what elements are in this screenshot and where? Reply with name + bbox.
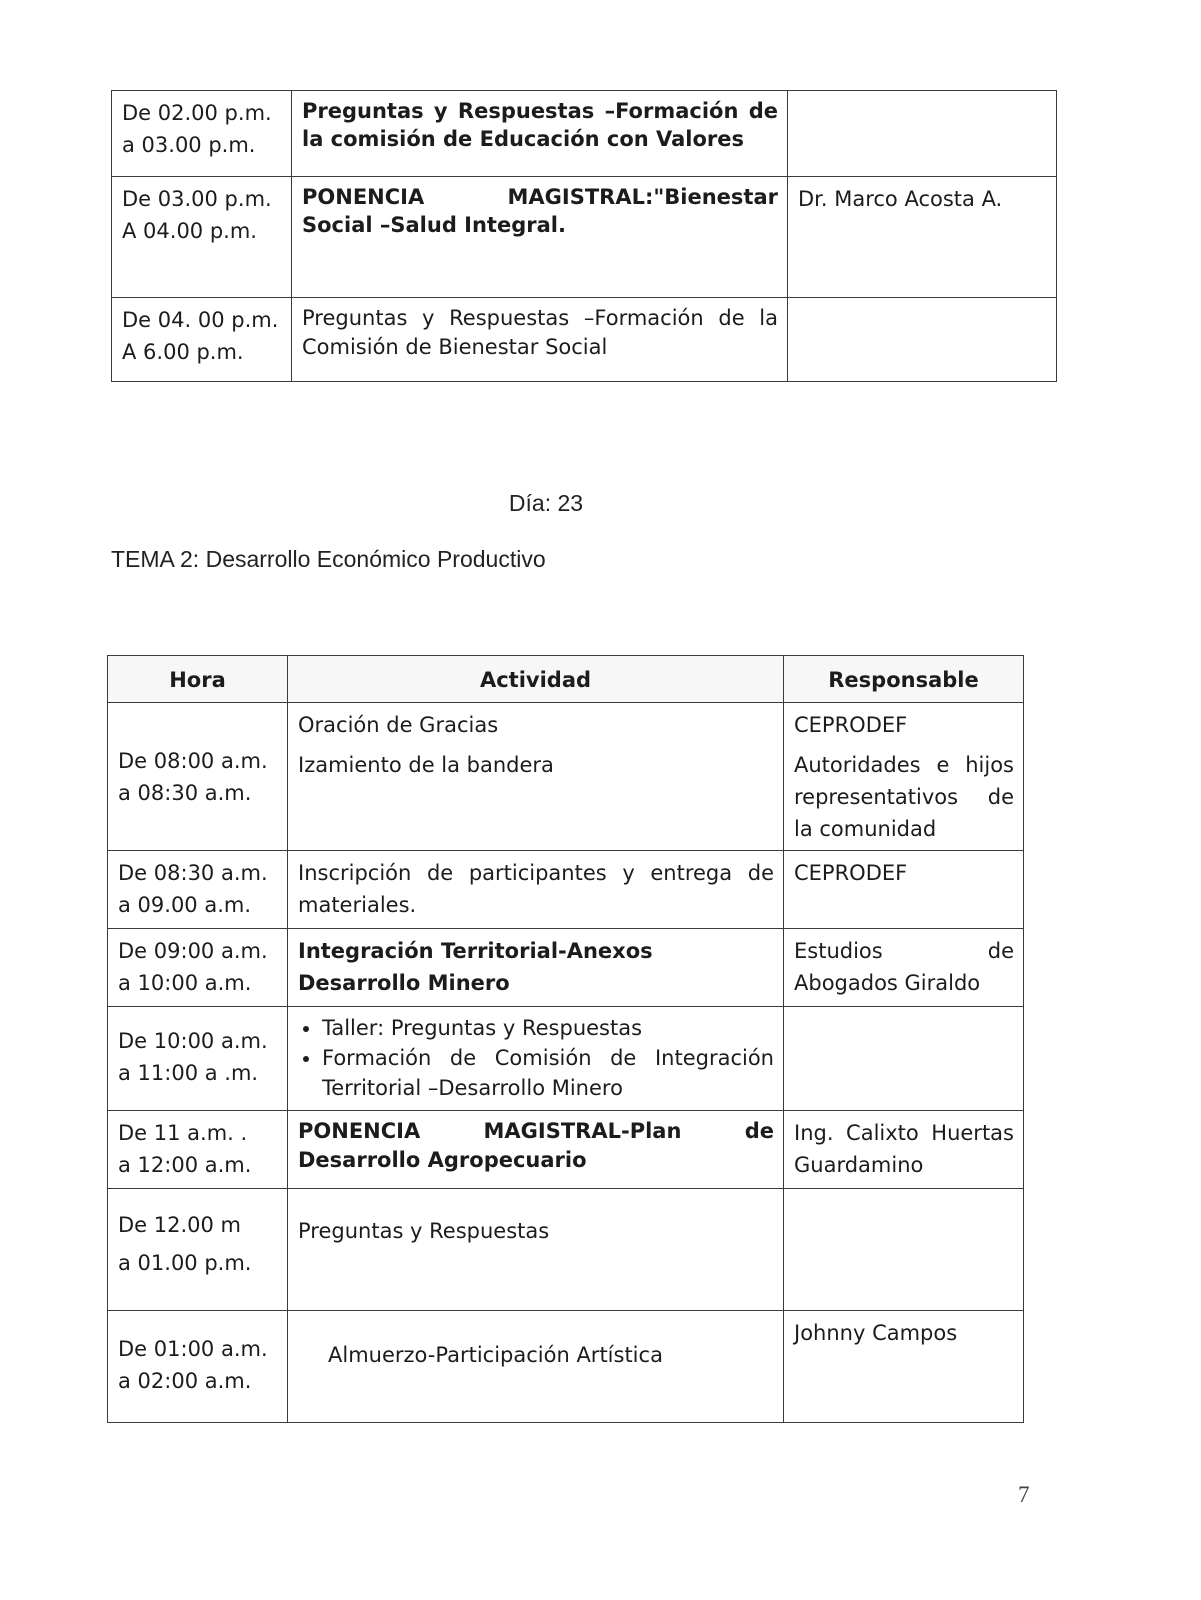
schedule-table: [107, 655, 1024, 1423]
responsable-line: Autoridades e hijos representativos de la comunidad: [794, 753, 1014, 841]
actividad-cell: [288, 1007, 784, 1111]
actividad-line: Desarrollo Minero: [298, 971, 510, 995]
actividad-cell: Preguntas y Respuestas –Formación de la comisión de Educación con Valores: [292, 91, 788, 177]
hora-end: a 09.00 a.m.: [118, 893, 252, 917]
hora-cell: [108, 1111, 288, 1189]
hora-start: De 08:00 a.m.: [118, 749, 268, 773]
hora-start: De 11 a.m. .: [118, 1121, 248, 1145]
responsable-cell: Dr. Marco Acosta A.: [788, 177, 1057, 298]
table-row: [112, 298, 1057, 382]
hora-start: De 08:30 a.m.: [118, 861, 268, 885]
schedule-table-continued: [111, 90, 1057, 382]
list-item: • Formación de Comisión de Integración Territorial –Desarrollo Minero: [322, 1043, 774, 1103]
table-row: [108, 1007, 1024, 1111]
activity-bullet-list: [298, 1013, 774, 1103]
table-row: [108, 929, 1024, 1007]
hora-cell: [112, 298, 292, 382]
actividad-line: PONENCIA MAGISTRAL:"Bienestar: [302, 185, 778, 209]
hora-cell: [108, 1311, 288, 1423]
column-header-hora: Hora: [108, 656, 288, 703]
responsable-cell: [784, 1189, 1024, 1311]
table-row: [108, 1111, 1024, 1189]
table-row: [108, 851, 1024, 929]
responsable-cell: Johnny Campos: [784, 1311, 1024, 1423]
hora-cell: [112, 177, 292, 298]
hora-end: a 02:00 a.m.: [118, 1369, 252, 1393]
hora-start: De 01:00 a.m.: [118, 1337, 268, 1361]
hora-cell: [108, 703, 288, 851]
hora-end: A 6.00 p.m.: [122, 340, 244, 364]
table-row: [108, 1311, 1024, 1423]
hora-end: a 10:00 a.m.: [118, 971, 252, 995]
column-header-responsable: Responsable: [784, 656, 1024, 703]
list-item: • Taller: Preguntas y Respuestas: [322, 1013, 774, 1043]
responsable-cell: [788, 298, 1057, 382]
actividad-cell: [288, 703, 784, 851]
day-heading: Día: 23: [508, 490, 584, 516]
hora-start: De 10:00 a.m.: [118, 1029, 268, 1053]
hora-cell: [108, 929, 288, 1007]
actividad-line: Izamiento de la bandera: [298, 753, 554, 777]
hora-end: a 08:30 a.m.: [118, 781, 252, 805]
actividad-cell: [292, 177, 788, 298]
table-row: [108, 703, 1024, 851]
actividad-cell: [288, 929, 784, 1007]
actividad-cell: Preguntas y Respuestas: [288, 1189, 784, 1311]
hora-start: De 09:00 a.m.: [118, 939, 268, 963]
tema-heading: TEMA 2: Desarrollo Económico Productivo: [111, 546, 546, 572]
responsable-cell: [788, 91, 1057, 177]
hora-start: De 03.00 p.m.: [122, 187, 272, 211]
hora-start: De 02.00 p.m.: [122, 101, 272, 125]
actividad-line: Oración de Gracias: [298, 713, 499, 737]
table-header-row: [108, 656, 1024, 703]
hora-start: De 04. 00 p.m.: [122, 308, 279, 332]
page-number: 7: [1018, 1482, 1030, 1507]
responsable-cell: [784, 703, 1024, 851]
hora-start: De 12.00 m: [118, 1213, 242, 1237]
actividad-cell: Preguntas y Respuestas –Formación de la Comisión de Bienestar Social: [292, 298, 788, 382]
hora-end: a 01.00 p.m.: [118, 1251, 252, 1275]
hora-end: a 12:00 a.m.: [118, 1153, 252, 1177]
responsable-cell: Ing. Calixto Huertas Guardamino: [784, 1111, 1024, 1189]
table-row: [108, 1189, 1024, 1311]
responsable-cell: CEPRODEF: [784, 851, 1024, 929]
hora-cell: [112, 91, 292, 177]
table-row: [112, 91, 1057, 177]
actividad-cell: Almuerzo-Participación Artística: [288, 1311, 784, 1423]
responsable-cell: Estudios de Abogados Giraldo: [784, 929, 1024, 1007]
responsable-line: CEPRODEF: [794, 713, 908, 737]
hora-end: A 04.00 p.m.: [122, 219, 257, 243]
hora-cell: [108, 1189, 288, 1311]
actividad-line: Social –Salud Integral.: [302, 213, 566, 237]
actividad-cell: PONENCIA MAGISTRAL-Plan de Desarrollo Agropecuario: [288, 1111, 784, 1189]
hora-end: a 03.00 p.m.: [122, 133, 256, 157]
hora-cell: [108, 851, 288, 929]
hora-cell: [108, 1007, 288, 1111]
hora-end: a 11:00 a .m.: [118, 1061, 259, 1085]
actividad-line: Integración Territorial-Anexos: [298, 939, 653, 963]
column-header-actividad: Actividad: [288, 656, 784, 703]
actividad-cell: Inscripción de participantes y entrega de materiales.: [288, 851, 784, 929]
responsable-cell: [784, 1007, 1024, 1111]
table-row: [112, 177, 1057, 298]
